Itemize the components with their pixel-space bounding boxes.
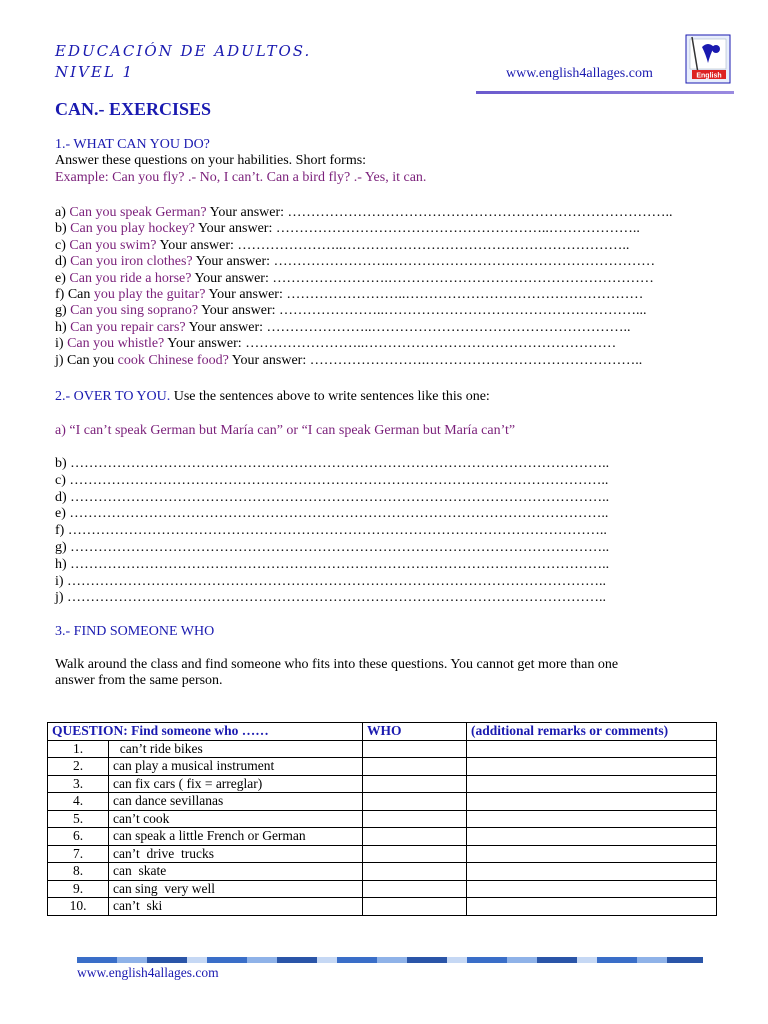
answer-blank[interactable]: ……………………………………………………………………….. — [284, 205, 673, 220]
remarks-cell[interactable] — [467, 810, 717, 828]
who-cell[interactable] — [363, 845, 467, 863]
section3-heading: 3.- FIND SOMEONE WHO — [55, 624, 215, 639]
answer-blank[interactable]: …………………..……………………………………………….. — [263, 319, 631, 335]
row-question: can’t ski — [109, 898, 363, 916]
table-row — [48, 775, 717, 793]
question-prefix: a) — [55, 205, 70, 220]
remarks-cell[interactable] — [467, 828, 717, 846]
table-body — [48, 740, 717, 915]
answer-label: Your answer: — [197, 221, 273, 237]
who-cell[interactable] — [363, 898, 467, 916]
question-line — [55, 320, 631, 336]
sentence-answer-line[interactable]: j) …………………………………………………………………………………………………….. — [55, 590, 607, 606]
find-someone-table — [47, 722, 717, 916]
question-text: Can you speak German? — [69, 205, 207, 220]
question-line — [55, 336, 616, 352]
question-prefix: i) — [55, 336, 68, 352]
who-cell[interactable] — [363, 793, 467, 811]
header-divider — [476, 91, 734, 94]
who-cell[interactable] — [363, 863, 467, 881]
row-number: 3. — [48, 775, 109, 793]
sentence-answer-line[interactable]: d) …………………………………………………………………………………………………….. — [55, 489, 610, 505]
question-line — [55, 221, 640, 237]
answer-label: Your answer: — [167, 336, 242, 352]
question-line — [55, 271, 654, 287]
table-row — [48, 863, 717, 881]
question-text: Can you repair cars? — [70, 319, 186, 335]
answer-blank[interactable]: …………………….……………………………………….. — [306, 352, 643, 368]
table-row — [48, 758, 717, 776]
answer-label: Your answer: — [195, 254, 271, 270]
remarks-cell[interactable] — [467, 793, 717, 811]
english-logo — [684, 33, 732, 85]
row-number: 5. — [48, 810, 109, 828]
table-row — [48, 880, 717, 898]
section2-heading: 2.- OVER TO YOU. — [55, 389, 171, 404]
question-text: Can you whistle? — [67, 336, 165, 352]
sentence-answer-line[interactable]: b) …………………………………………………………………………………………………….. — [55, 456, 610, 471]
question-text: Can you play hockey? — [70, 221, 195, 237]
row-question: can’t ride bikes — [109, 740, 363, 758]
remarks-header: (additional remarks or comments) — [467, 723, 717, 741]
row-question: can’t drive trucks — [109, 845, 363, 863]
remarks-cell[interactable] — [467, 758, 717, 776]
row-question: can sing very well — [109, 880, 363, 898]
sentence-answer-line[interactable]: g) …………………………………………………………………………………………………….. — [55, 540, 610, 555]
section2-example: a) “I can’t speak German but María can” or “I can speak German but María can’t” — [55, 423, 516, 438]
answer-label: Your answer: — [159, 237, 234, 253]
table-row — [48, 828, 717, 846]
who-cell[interactable] — [363, 775, 467, 793]
row-question: can play a musical instrument — [109, 758, 363, 776]
header-line2: NIVEL 1 — [55, 63, 135, 81]
section1-heading: 1.- WHAT CAN YOU DO? — [55, 137, 210, 152]
row-number: 2. — [48, 758, 109, 776]
who-cell[interactable] — [363, 828, 467, 846]
section3-instructions-2: answer from the same person. — [55, 673, 223, 688]
question-line — [55, 238, 629, 254]
answer-blank[interactable]: …………………..…………………………………………………….. — [233, 237, 630, 253]
table-row — [48, 740, 717, 758]
question-text: cook Chinese food? — [117, 352, 229, 368]
section3-instructions-1: Walk around the class and find someone who fits into these questions. You cannot get more than one — [55, 657, 619, 672]
remarks-cell[interactable] — [467, 898, 717, 916]
row-number: 9. — [48, 880, 109, 898]
remarks-cell[interactable] — [467, 740, 717, 758]
question-line — [55, 303, 647, 319]
table-row — [48, 845, 717, 863]
question-text: you play the guitar? — [93, 287, 206, 302]
section1-example: Example: Can you fly? .- No, I can’t. Can a bird fly? .- Yes, it can. — [55, 170, 427, 185]
row-number: 10. — [48, 898, 109, 916]
who-header: WHO — [363, 723, 467, 741]
question-line — [55, 287, 643, 303]
question-prefix: d) — [55, 254, 71, 270]
section1-instructions: Answer these questions on your habilities. Short forms: — [55, 153, 367, 168]
question-text: Can you ride a horse? — [69, 270, 192, 286]
question-prefix: j) Can you — [55, 352, 118, 368]
who-cell[interactable] — [363, 758, 467, 776]
remarks-cell[interactable] — [467, 775, 717, 793]
row-question: can fix cars ( fix = arreglar) — [109, 775, 363, 793]
answer-blank[interactable]: …………………….………………………………………………… — [268, 270, 654, 286]
answer-label: Your answer: — [208, 287, 283, 302]
remarks-cell[interactable] — [467, 863, 717, 881]
remarks-cell[interactable] — [467, 845, 717, 863]
question-prefix: b) — [55, 221, 71, 237]
who-cell[interactable] — [363, 740, 467, 758]
answer-blank[interactable]: …………………….………………………………………………… — [270, 254, 656, 270]
table-row — [48, 810, 717, 828]
table-header-row — [48, 723, 717, 741]
sentence-answer-line[interactable]: h) …………………………………………………………………………………………………….. — [55, 556, 610, 572]
header-website-link[interactable]: www.english4allages.com — [506, 66, 653, 81]
question-prefix: g) — [55, 303, 71, 319]
question-prefix: e) — [55, 270, 70, 286]
question-text: Can you sing soprano? — [70, 303, 199, 319]
answer-blank[interactable]: ……………………..…………………………………………… — [282, 287, 644, 302]
table-row — [48, 898, 717, 916]
row-question: can’t cook — [109, 810, 363, 828]
question-line — [55, 353, 642, 369]
section2-instructions: Use the sentences above to write sentences like this one: — [170, 389, 490, 404]
answer-label: Your answer: — [201, 303, 276, 319]
question-text: Can you swim? — [69, 237, 157, 253]
sentence-answer-line[interactable]: e) …………………………………………………………………………………………………….. — [55, 506, 609, 522]
who-cell[interactable] — [363, 810, 467, 828]
row-number: 6. — [48, 828, 109, 846]
header-line1: EDUCACIÓN DE ADULTOS. — [55, 42, 312, 60]
sentence-answer-line[interactable]: f) …………………………………………………………………………………………………….. — [55, 523, 607, 539]
answer-blank[interactable]: ……………………..……………………………………………… — [241, 336, 617, 352]
page-title: CAN.- EXERCISES — [55, 99, 212, 119]
answer-blank[interactable]: …………………..………………………………………………... — [275, 303, 647, 319]
question-line — [55, 254, 655, 270]
footer-website-link[interactable]: www.english4allages.com — [77, 965, 219, 980]
row-question: can skate — [109, 863, 363, 881]
sentence-answer-line[interactable]: i) …………………………………………………………………………………………………….. — [55, 573, 607, 589]
row-number: 1. — [48, 740, 109, 758]
row-number: 4. — [48, 793, 109, 811]
question-text: Can you iron clothes? — [70, 254, 193, 270]
remarks-cell[interactable] — [467, 880, 717, 898]
question-prefix: f) Can — [55, 287, 94, 302]
row-question: can speak a little French or German — [109, 828, 363, 846]
who-cell[interactable] — [363, 880, 467, 898]
row-question: can dance sevillanas — [109, 793, 363, 811]
question-prefix: c) — [55, 237, 70, 253]
sentence-answer-line[interactable]: c) …………………………………………………………………………………………………….. — [55, 472, 609, 488]
footer-divider — [77, 957, 703, 963]
answer-label: Your answer: — [194, 270, 269, 286]
answer-label: Your answer: — [209, 205, 285, 220]
answer-label: Your answer: — [188, 319, 264, 335]
answer-blank[interactable]: …………………………………………………..……………….. — [272, 221, 640, 237]
logo-text: English — [696, 72, 722, 80]
question-prefix: h) — [55, 319, 71, 335]
section2-heading-row — [55, 389, 490, 405]
question-line — [55, 205, 673, 221]
table-row — [48, 793, 717, 811]
row-number: 8. — [48, 863, 109, 881]
question-header: QUESTION: Find someone who …… — [48, 723, 363, 741]
row-number: 7. — [48, 845, 109, 863]
answer-label: Your answer: — [231, 352, 307, 368]
